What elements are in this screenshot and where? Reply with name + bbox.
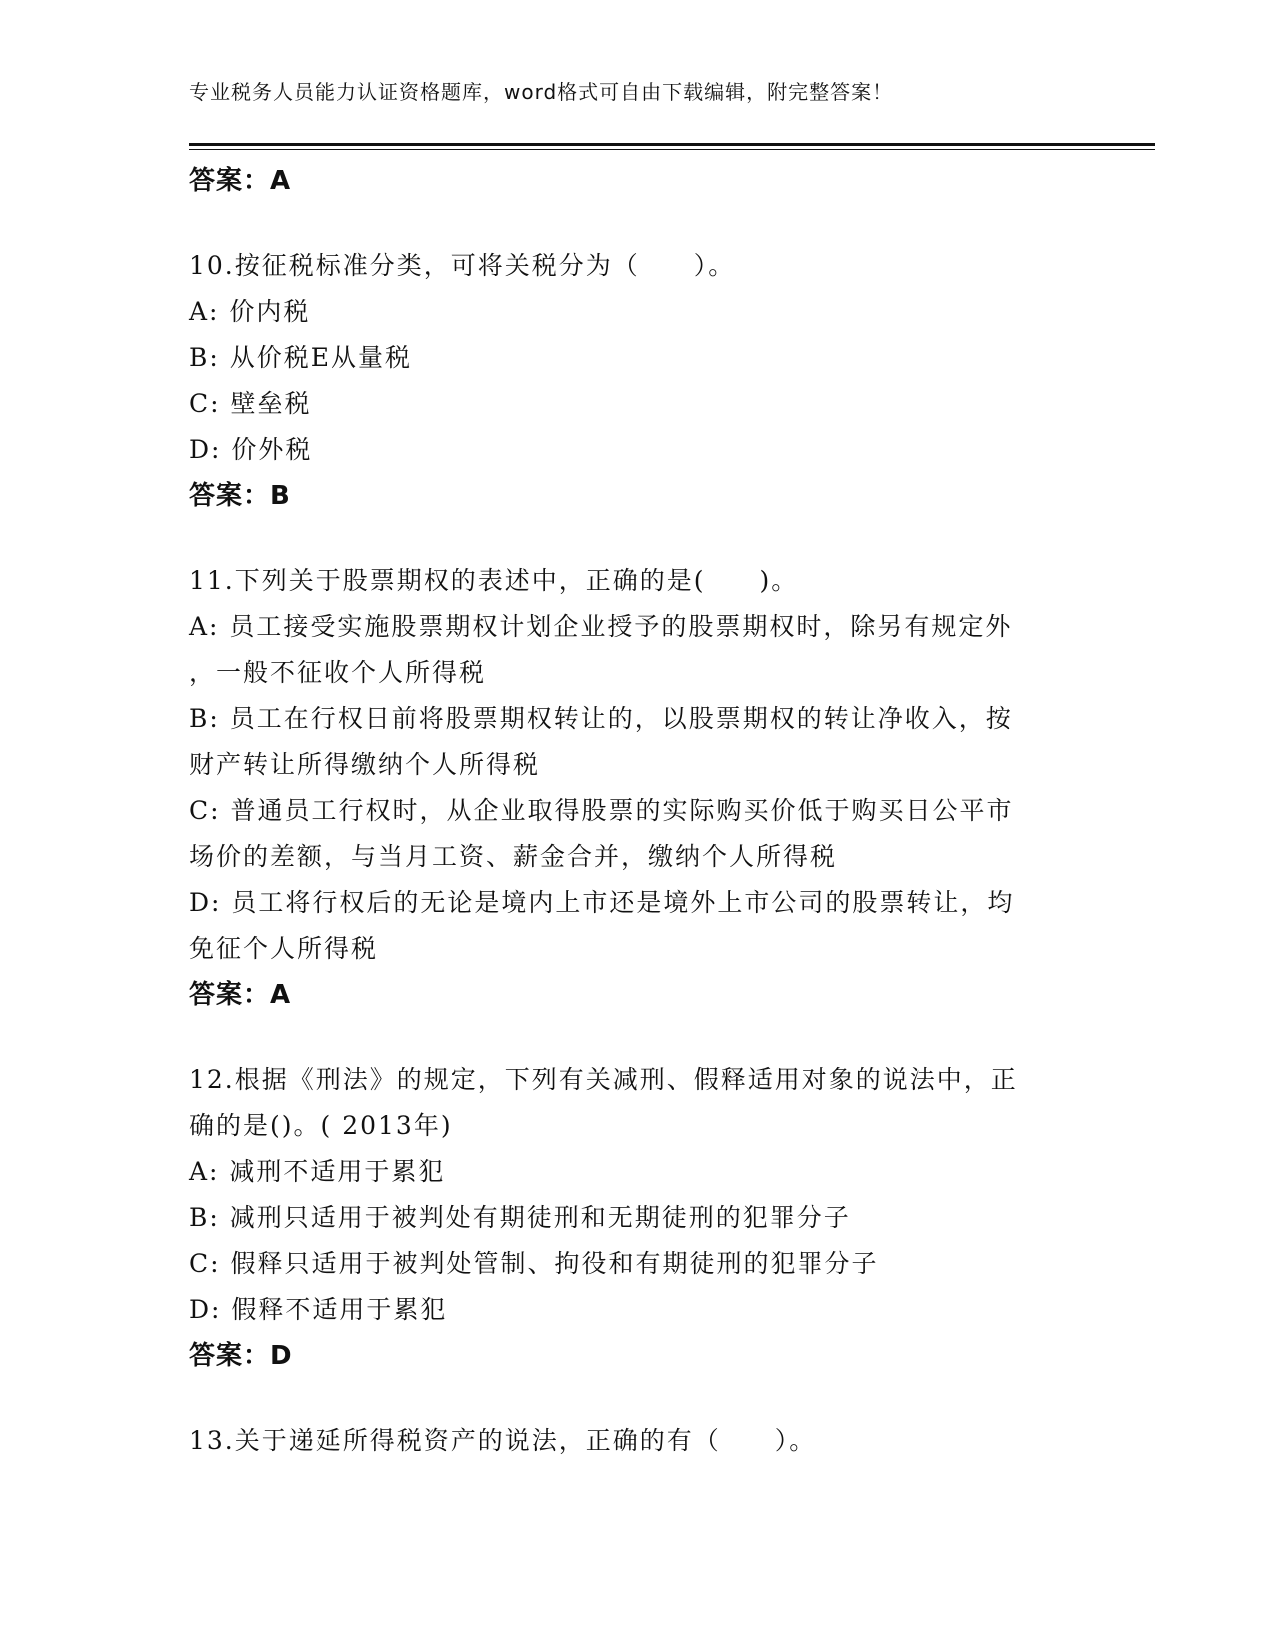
option-line: A: 员工接受实施股票期权计划企业授予的股票期权时，除另有规定外 [189,612,1013,641]
question-stem-line: 12.根据《刑法》的规定，下列有关减刑、假释适用对象的说法中，正 [189,1065,1018,1094]
question-gap [189,204,1089,243]
option-line: C: 壁垒税 [189,389,312,418]
question-block [189,558,1089,1018]
option-line: C: 假释只适用于被判处管制、拘役和有期徒刑的犯罪分子 [189,1249,879,1278]
option-line: D: 价外税 [189,435,313,464]
option-line: A: 减刑不适用于累犯 [189,1157,446,1186]
option-line: D: 员工将行权后的无论是境内上市还是境外上市公司的股票转让，均 [189,888,1015,917]
option-line: B: 减刑只适用于被判处有期徒刑和无期徒刑的犯罪分子 [189,1203,851,1232]
answer-line: 答案：A [189,980,292,1010]
option-line: 场价的差额，与当月工资、薪金合并，缴纳个人所得税 [189,842,838,871]
question-stem-line: 确的是()。( 2013年) [189,1111,453,1140]
option-line: D: 假释不适用于累犯 [189,1295,448,1324]
header-rule-thick [189,143,1155,146]
question-list [189,204,1089,1464]
page-header: 专业税务人员能力认证资格题库，word格式可自由下载编辑，附完整答案！ [189,80,894,104]
answer-line: 答案：B [189,481,291,511]
question-gap [189,519,1089,558]
option-line: A: 价内税 [189,297,311,326]
question-stem-line: 11.下列关于股票期权的表述中，正确的是( )。 [189,566,799,595]
question-gap [189,1018,1089,1057]
answer-line: 答案：A [189,166,292,196]
question-stem-line: 10.按征税标准分类，可将关税分为（ ）。 [189,251,736,280]
option-line: 免征个人所得税 [189,934,379,963]
option-line: B: 从价税E从量税 [189,343,412,372]
question-block [189,1418,1089,1464]
header-rule-thin [189,149,1155,150]
question-stem-line: 13.关于递延所得税资产的说法，正确的有（ ）。 [189,1426,817,1455]
option-line: 财产转让所得缴纳个人所得税 [189,750,541,779]
option-line: ，一般不征收个人所得税 [189,658,487,687]
option-line: B: 员工在行权日前将股票期权转让的，以股票期权的转让净收入，按 [189,704,1013,733]
question-block [189,243,1089,519]
question-block [189,1057,1089,1379]
answer-line: 答案：D [189,1341,293,1371]
document-content [189,158,1089,1464]
question-gap [189,1379,1089,1418]
option-line: C: 普通员工行权时，从企业取得股票的实际购买价低于购买日公平市 [189,796,1014,825]
